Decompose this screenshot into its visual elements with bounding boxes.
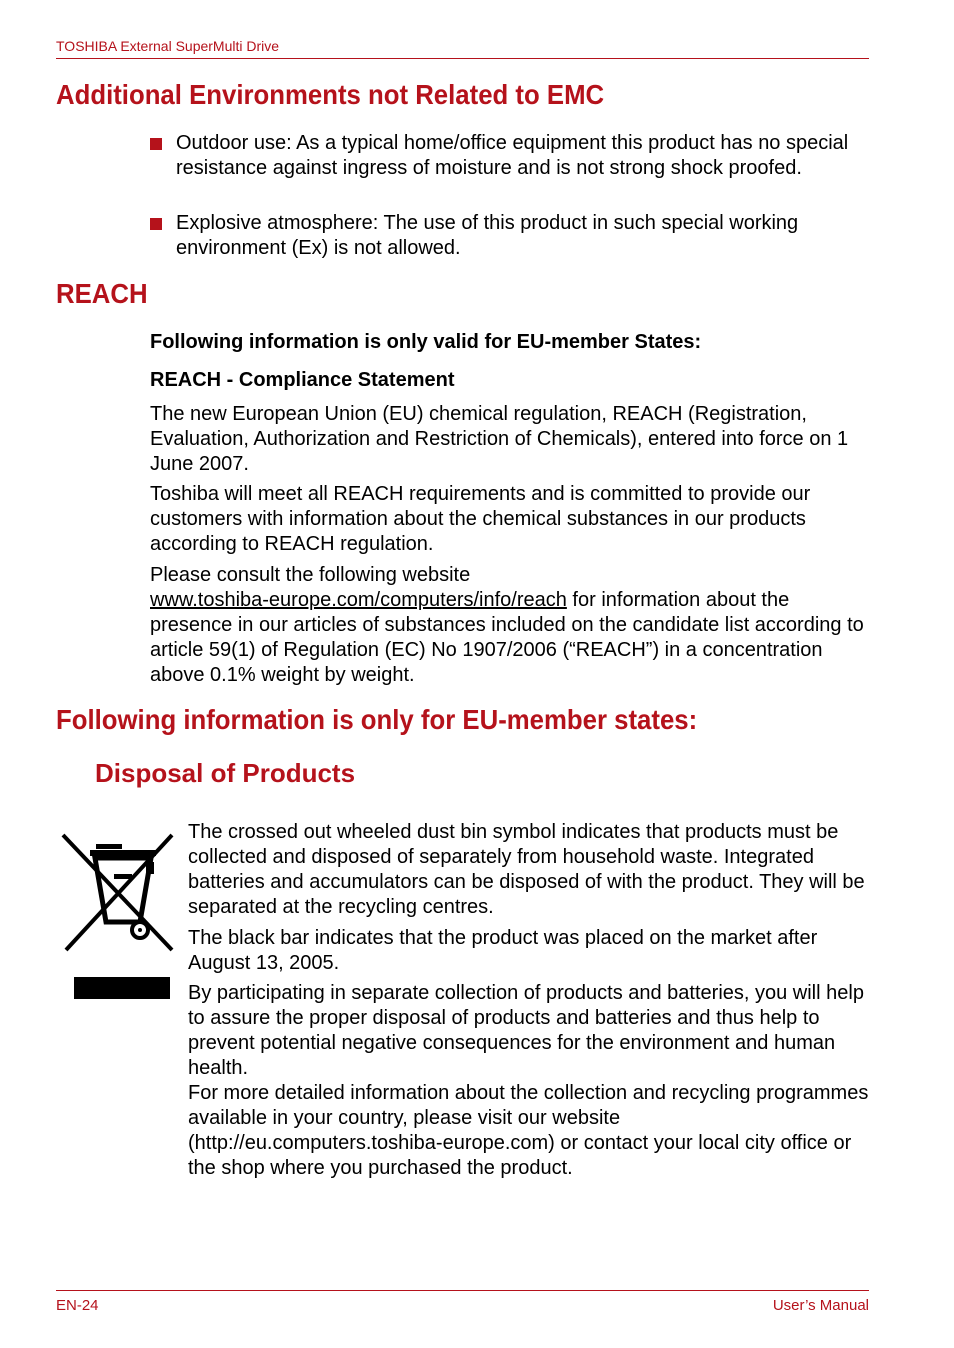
reach-paragraph-3-rest: for information about the presence in our articles of substances included on the candidate list according to article 59(1) of Regulation (EC) No 1907/2006 (“REACH”) in a concentration above 0.1% weight by weight. — [150, 589, 864, 686]
heading-reach: REACH — [56, 278, 148, 309]
bullet-explosive-atmosphere — [150, 211, 872, 261]
bullet-text: Outdoor use: As a typical home/office equipment this product has no special resistance against ingress of moisture and is not strong shock proofed. — [176, 132, 849, 179]
heading-additional-environments: Additional Environments not Related to EMC — [56, 79, 605, 110]
header-rule — [56, 58, 869, 59]
reach-paragraph-1: The new European Union (EU) chemical regulation, REACH (Registration, Evaluation, Authorization and Restriction of Chemicals), entered into force on 1 June 2007. — [150, 403, 849, 475]
disposal-paragraph-1: The crossed out wheeled dust bin symbol indicates that products must be collected and disposed of separately from household waste. Integrated batteries and accumulators can be disposed of with the product. They will be separated at the recycling centres. — [188, 821, 865, 918]
crossed-out-wheeled-bin-icon — [60, 832, 178, 1002]
disposal-paragraph-2: The black bar indicates that the product was placed on the market after August 13, 2005. — [188, 927, 818, 974]
heading-eu-member-states: Following information is only for EU-member states: — [56, 704, 698, 735]
reach-paragraph-3 — [150, 563, 872, 688]
heading-disposal-of-products: Disposal of Products — [95, 758, 356, 788]
reach-website-link[interactable]: www.toshiba-europe.com/computers/info/reach — [150, 589, 567, 611]
manual-name: User’s Manual — [772, 1297, 869, 1314]
disposal-paragraph-4: For more detailed information about the collection and recycling programmes available in your country, please visit our website (http://eu.computers.toshiba-europe.com) or contact your local city office or the shop where you purchased the product. — [188, 1082, 869, 1179]
bullet-text: Explosive atmosphere: The use of this product in such special working environment (Ex) is not allowed. — [176, 212, 799, 259]
compliance-statement-title: REACH - Compliance Statement — [150, 369, 455, 391]
page-number: EN-24 — [56, 1297, 99, 1314]
disposal-paragraph-3: By participating in separate collection of products and batteries, you will help to assure the proper disposal of products and batteries and thus help to prevent potential negative consequences for the environment and human health. — [188, 982, 864, 1079]
reach-paragraph-3-intro: Please consult the following website — [150, 564, 471, 586]
running-header: TOSHIBA External SuperMulti Drive — [56, 38, 280, 54]
bullet-square-icon — [150, 218, 162, 230]
bullet-square-icon — [150, 138, 162, 150]
eu-validity-note: Following information is only valid for EU-member States: — [150, 331, 702, 353]
footer-rule — [56, 1290, 869, 1291]
reach-paragraph-2: Toshiba will meet all REACH requirements and is committed to provide our customers with information about the chemical substances in our products according to REACH regulation. — [150, 483, 811, 555]
bullet-outdoor-use — [150, 131, 872, 181]
